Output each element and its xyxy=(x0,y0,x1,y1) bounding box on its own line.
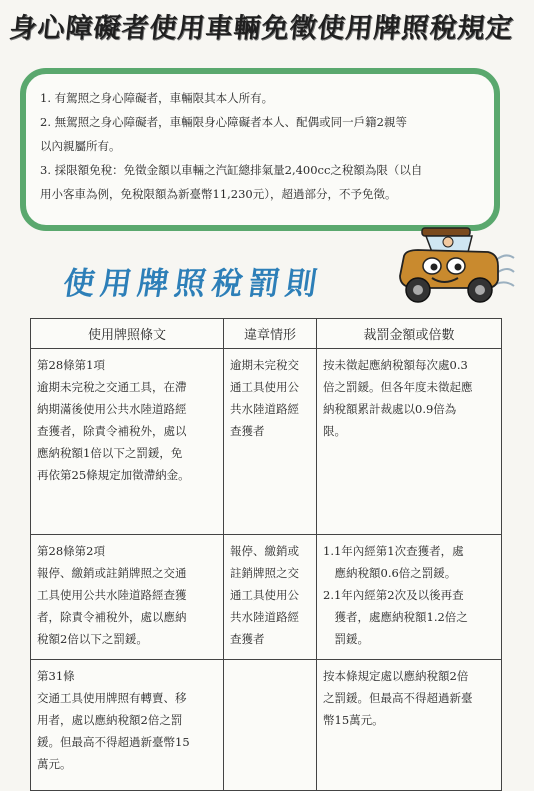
penalty-text: 按未徵起應納稅額每次處0.3 倍之罰鍰。但各年度未徵起應 納稅額累計裁處以0.9倍為 限。 xyxy=(323,358,473,438)
header-law-article: 使用牌照條文 xyxy=(31,319,224,349)
penalty-text: 按本條規定處以應納稅額2倍 之罰鍰。但最高不得超過新臺 幣15萬元。 xyxy=(323,669,473,727)
article-number: 第28條第1項 xyxy=(37,358,105,372)
page-title: 身心障礙者使用車輛免徵使用牌照稅規定 xyxy=(8,13,516,44)
penalty-cell xyxy=(317,660,502,791)
violation-cell: 逾期未完稅交 通工具使用公 共水陸道路經 查獲者 xyxy=(224,349,317,535)
rule-item-1: 1. 有駕照之身心障礙者，車輛限其本人所有。 xyxy=(40,91,274,105)
table-row xyxy=(31,535,502,660)
penalty-cell xyxy=(317,535,502,660)
table-header-row xyxy=(31,319,502,349)
cartoon-car-icon xyxy=(392,222,518,306)
header-violation: 違章情形 xyxy=(224,319,317,349)
penalty-text: 2.1年內經第2次及以後再查 獲者，處應納稅額1.2倍之 罰鍰。 xyxy=(323,588,468,646)
law-article-cell xyxy=(31,349,224,535)
article-number: 第28條第2項 xyxy=(37,544,105,558)
article-text: 交通工具使用牌照有轉賣、移 用者，處以應納稅額2倍之罰 鍰。但最高不得超過新臺幣15 萬元。 xyxy=(37,691,190,771)
table-row xyxy=(31,349,502,535)
violation-cell: 報停、繳銷或 註銷牌照之交 通工具使用公 共水陸道路經 查獲者 xyxy=(224,535,317,660)
law-article-cell xyxy=(31,535,224,660)
penalty-table xyxy=(30,318,502,791)
rule-item-2: 2. 無駕照之身心障礙者，車輛限身心障礙者本人、配偶或同一戶籍2親等 以內親屬所有。 xyxy=(40,115,407,153)
table-row xyxy=(31,660,502,791)
article-text: 逾期未完稅之交通工具，在滯 納期滿後使用公共水陸道路經 查獲者，除責令補稅外，處以 應納稅額1倍以下之罰鍰，免 再依第25條規定加徵滯納金。 xyxy=(37,380,190,482)
rule-item-3: 3. 採限額免稅：免徵金額以車輛之汽缸總排氣量2,400cc之稅額為限（以自 用小客車為例，免稅限額為新臺幣11,230元），超過部分，不予免徵。 xyxy=(40,163,423,201)
article-number: 第31條 xyxy=(37,669,75,683)
violation-cell xyxy=(224,660,317,791)
section-subtitle: 使用牌照稅罰則 xyxy=(60,266,326,302)
rules-box xyxy=(20,68,500,231)
header-penalty: 裁罰金額或倍數 xyxy=(317,319,502,349)
penalty-text: 1.1年內經第1次查獲者，處 應納稅額0.6倍之罰鍰。 xyxy=(323,544,464,580)
article-text: 報停、繳銷或註銷牌照之交通 工具使用公共水陸道路經查獲 者，除責令補稅外，處以應納 稅額2倍以下之罰鍰。 xyxy=(37,566,187,646)
law-article-cell xyxy=(31,660,224,791)
penalty-cell xyxy=(317,349,502,535)
